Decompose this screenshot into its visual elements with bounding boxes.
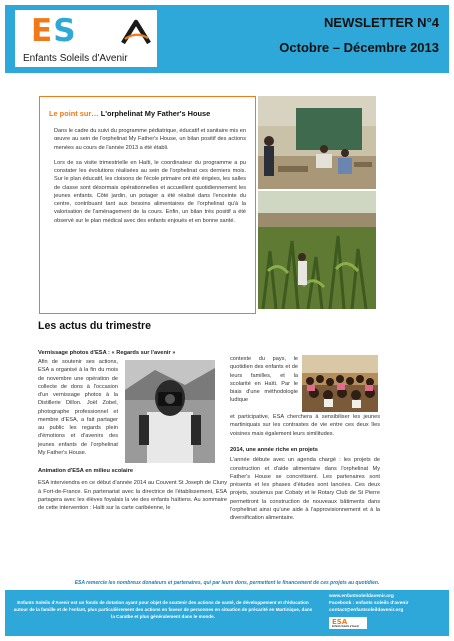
focus-paragraph: Dans le cadre du suivi du programme pédiatrique, éducatif et sanitaire mis en œuvre au sein de l'orphelinat My Father's House, un bilan positif des actions menées au cours de l'année 2013 a été établi. xyxy=(54,128,246,151)
garden-photo xyxy=(258,191,376,309)
actus-section-title: Les actus du trimestre xyxy=(38,320,152,332)
vernissage-column xyxy=(38,358,118,457)
thanks-note: ESA remercie les nombreux donateurs et partenaires, qui par leurs dons, permettent le financement de ces projets au quotidien. xyxy=(74,580,380,586)
esa-logo xyxy=(15,10,157,67)
newsletter-title: NEWSLETTER N°4 xyxy=(324,15,439,30)
mid-column xyxy=(230,355,298,405)
classroom-photo xyxy=(258,96,376,189)
mid-column-text: contexte du pays, le quotidien des enfants et de leurs familles, et la scolarité en Haïti. Par le biais d'une méthodologie ludique xyxy=(230,356,298,404)
animation-block xyxy=(38,467,227,513)
year-title: 2014, une année riche en projets xyxy=(230,446,318,453)
newsletter-period: Octobre – Décembre 2013 xyxy=(279,40,439,55)
focus-title-prefix: Le point sur… xyxy=(49,109,99,118)
animation-text: ESA interviendra en ce début d'année 2014 au Couvent St Joseph de Cluny à Fort-de-France. En partenariat avec la directrice de l'établissement, ESA partagera avec les élèves foyalais la vie des enfants haïtiens. Au sommaire de cette intervention : Haïti sur la carte caribéenne, le xyxy=(38,480,227,512)
animation-title: Animation d'ESA en milieu scolaire xyxy=(38,468,134,474)
footer-banner xyxy=(5,590,449,636)
footer-description: Enfants Soleils d'Avenir est un fonds de dotation ayant pour objet de soutenir des actions de santé, de développement et d'éducation autour de la famille et de l'enfant, plus particulièrement des actions en faveur de personnes en situation de précarité en Martinique, dans la Caraïbe et plus généralement dans le monde. xyxy=(13,600,313,620)
contact-email-link[interactable]: contact@enfantsoleildavenir.org xyxy=(329,608,404,614)
header-banner xyxy=(5,5,449,73)
focus-title-main: L'orphelinat My Father's House xyxy=(98,109,211,118)
logo-letter-e: E xyxy=(31,13,54,49)
focus-paragraph: Lors de sa visite trimestrielle en Haïti, le coordinateur du programme a pu constater les évolutions réalisées au sein de l'orphelinat ces derniers mois. Sur le plan éducatif, les cloisons de l'école primaire ont été érigées, les salles de classe sont désormais opérationnelles et accueillent quotidiennement les jeunes enfants. Côté jardin, un potager a été réalisé dans l'enceinte du centre, contribuant tant aux besoins alimentaires de l'orphelinat qu'à la valorisation de l'aménagement de la cours. Enfin, un bilan très positif a été observé sur le plan médical avec des enfants enjoués et en bonne santé. xyxy=(54,159,246,224)
right-column xyxy=(230,413,380,522)
logo-a-mark-icon xyxy=(121,19,151,45)
logo-org-name: Enfants Soleils d'Avenir xyxy=(23,53,128,64)
children-classroom-photo xyxy=(302,355,378,412)
wide-text: et participative, ESA cherchera à sensibiliser les jeunes martiniquais sur les contrastes de vie entre ces deux îles voisines mais également leurs similitudes. xyxy=(230,414,380,437)
logo-letter-s: S xyxy=(53,13,77,49)
footer-contacts xyxy=(329,593,441,629)
logo-letters xyxy=(31,13,77,49)
footer-mini-logo xyxy=(329,617,367,629)
facebook-link[interactable]: Facebook : enfants soleils d'avenir xyxy=(329,601,409,607)
left-column xyxy=(38,349,227,357)
boy-camera-photo xyxy=(125,360,215,463)
mini-logo-subtext: Enfants Soleils d'Avenir xyxy=(332,624,360,628)
vernissage-text: Afin de soutenir ses actions, ESA a organisé à la fin du mois de novembre une opération de collecte de dons à l'occasion d'un vernissage photos à la Distillerie Dillon. Joël Zobel, photographe professionnel et membre d'ESA, a fait partager au public les regards plein d'émotions et d'avenirs des jeunes enfants de l'orphelinat My Father's House. xyxy=(38,359,118,456)
vernissage-title: Vernissage photos d'ESA : « Regards sur l'avenir » xyxy=(38,350,176,356)
focus-title xyxy=(49,109,246,118)
year-text: L'année débute avec un agenda chargé : les projets de construction et d'aide alimentaire dans l'orphelinat My Father's House se concrétisent. Les partenaires sont présents et les phases d'études sont lancées. Ces deux projets, soutenus par Cobaty et le Rotary Club de St Pierre permettront la construction de nouveaux bâtiments dans l'orphelinat ainsi qu'une aide à l'approvisionnement et à la diversification alimentaire. xyxy=(230,457,380,522)
mini-logo-text: ESA xyxy=(332,617,348,626)
focus-box xyxy=(39,96,256,314)
website-link[interactable]: www.enfantsoleildavenir.org xyxy=(329,594,394,599)
